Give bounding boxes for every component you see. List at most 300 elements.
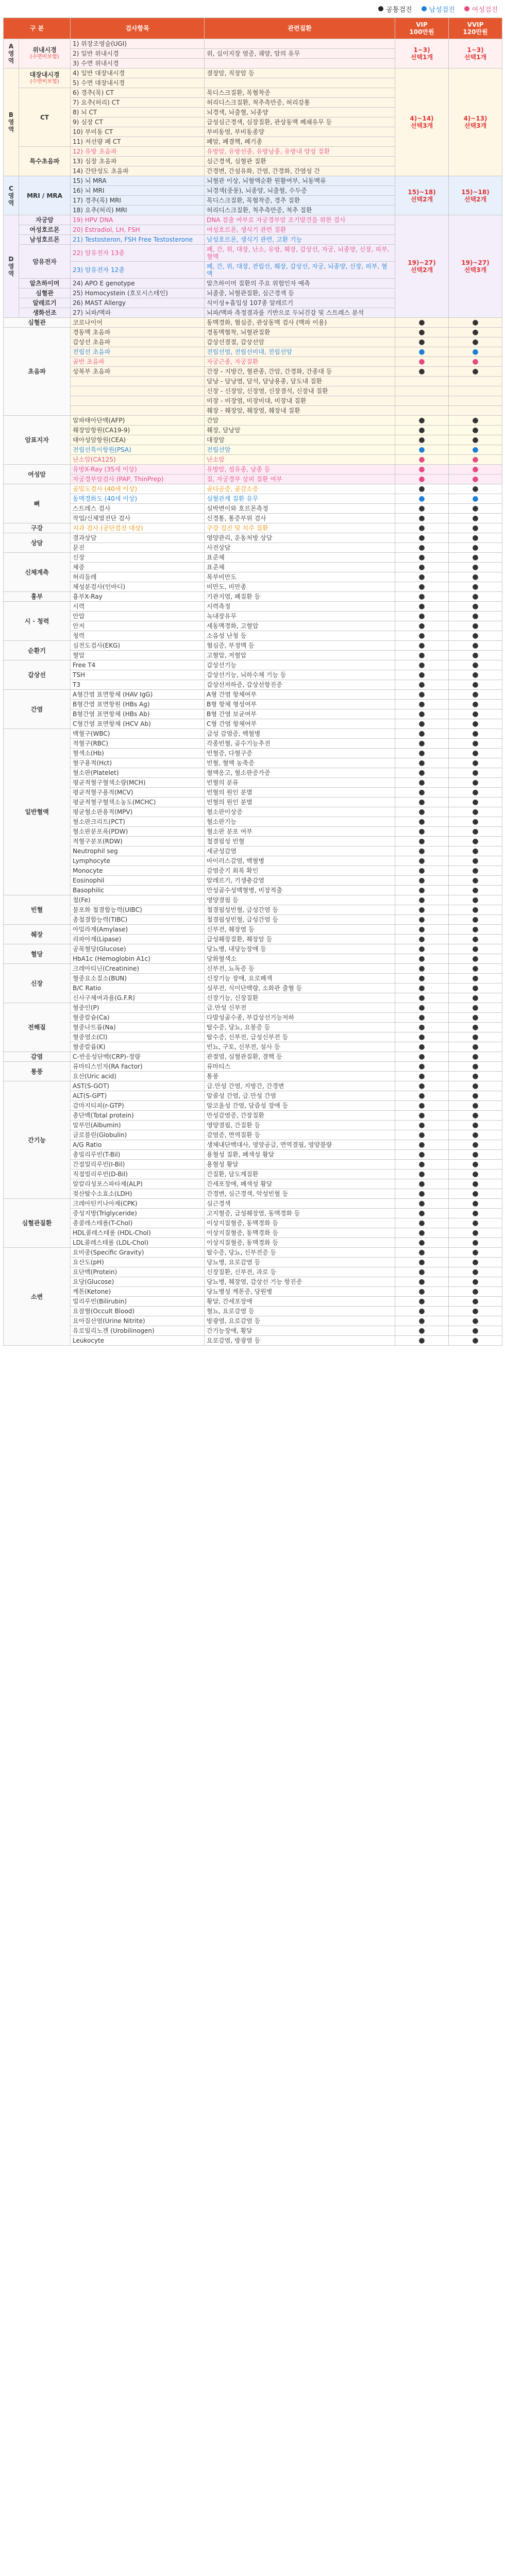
table-row <box>4 1316 502 1326</box>
item-name: 신장 <box>71 553 205 563</box>
table-row <box>4 215 502 225</box>
disease-text: 간세포장애, 폐색성 황달 <box>205 1179 395 1189</box>
disease-text: 통풍 <box>205 1072 395 1081</box>
vvip-bullet: ● <box>449 1121 502 1130</box>
item-name: 평균적혈구용적(MCV) <box>71 788 205 798</box>
vvip-bullet: ● <box>449 1307 502 1316</box>
table-row <box>4 377 502 386</box>
table-row <box>4 406 502 416</box>
vvip-bullet: ● <box>449 1238 502 1248</box>
item-name: 13) 심장 초음파 <box>71 157 205 166</box>
item-name: 상복부 초음파 <box>71 367 205 377</box>
disease-text: 당뇨병, 췌장염, 갑상선 기능 항진증 <box>205 1277 395 1287</box>
section-name-text: 심혈관 <box>36 290 54 297</box>
table-row <box>4 494 502 504</box>
disease-text: 탈수증, 당뇨, 신부전증 등 <box>205 1248 395 1258</box>
vip-bullet: ● <box>395 1228 449 1238</box>
vvip-bullet: ● <box>449 1277 502 1287</box>
disease-text: 감염증기 회복 확인 <box>205 866 395 876</box>
disease-text: 구강 검진 및 치주 질환 <box>205 523 395 533</box>
vvip-bullet: ● <box>449 807 502 817</box>
disease-text: 심박변이와 호르몬측정 <box>205 504 395 514</box>
item-name: 골반 초음파 <box>71 357 205 367</box>
disease-text: 갑상선저하증, 갑상선항진증 <box>205 680 395 690</box>
item-name: 21) Testosteron, FSH Free Testosterone <box>71 235 205 245</box>
category-name: 전해질 <box>4 1003 71 1052</box>
item-name: 요잠혈(Occult Blood) <box>71 1307 205 1316</box>
disease-text: 당뇨병, 내당능장애 등 <box>205 944 395 954</box>
header-vvip: VVIP 120만원 <box>449 18 502 39</box>
disease-text: 철결핍성 빈혈 <box>205 837 395 846</box>
item-name: 직접빌리루빈(D-Bil) <box>71 1170 205 1179</box>
item-name: 경동맥 초음파 <box>71 328 205 337</box>
disease-text: 만성감염증, 간장질환 <box>205 1111 395 1121</box>
disease-text: 알츠하이머 질환의 주요 위험인자 예측 <box>205 279 395 289</box>
vvip-bullet: ● <box>449 543 502 553</box>
disease-text <box>205 78 395 88</box>
disease-text: 비만도, 비만종 <box>205 582 395 592</box>
item-name <box>71 396 205 406</box>
table-row <box>4 1101 502 1111</box>
vip-bullet: ● <box>395 798 449 807</box>
legend-dot-icon <box>378 6 383 11</box>
vip-bullet: ● <box>395 1032 449 1042</box>
vip-bullet: ● <box>395 680 449 690</box>
disease-text: 신부전, 뇨독증 등 <box>205 964 395 974</box>
disease-text: 녹내장유무 <box>205 612 395 621</box>
vip-bullet: ● <box>395 1336 449 1346</box>
vvip-bullet: ● <box>449 1091 502 1101</box>
section-name <box>19 147 71 176</box>
vvip-bullet: ● <box>449 1081 502 1091</box>
item-name: 8) 뇌 CT <box>71 108 205 117</box>
header-category: 구 분 <box>4 18 71 39</box>
vip-bullet: ● <box>395 543 449 553</box>
vip-bullet <box>395 386 449 396</box>
vip-bullet: ● <box>395 905 449 915</box>
table-row <box>4 69 502 78</box>
disease-text: 목디스크질환, 목협착증, 경추 질환 <box>205 196 395 206</box>
table-row <box>4 641 502 651</box>
disease-text: 바이러스감염, 백혈병 <box>205 856 395 866</box>
vip-bullet: ● <box>395 514 449 523</box>
item-name: 시력 <box>71 602 205 612</box>
disease-text: 만성골수성백혈병, 비장적출 <box>205 886 395 895</box>
vvip-bullet: ● <box>449 700 502 709</box>
vvip-bullet: ● <box>449 504 502 514</box>
disease-text: 영양관리, 운동처방 상담 <box>205 533 395 543</box>
table-row <box>4 1003 502 1013</box>
vvip-bullet: ● <box>449 905 502 915</box>
disease-text: 동맥경화, 협심증, 관상동맥 검사 (맥파 이용) <box>205 318 395 328</box>
item-name: 23) 암유전자 12종 <box>71 262 205 279</box>
vip-bullet: ● <box>395 1081 449 1091</box>
vvip-bullet <box>449 386 502 396</box>
vip-bullet: ● <box>395 1307 449 1316</box>
vvip-bullet: ● <box>449 455 502 465</box>
vvip-bullet: ● <box>449 846 502 856</box>
vip-bullet: ● <box>395 660 449 670</box>
item-name: 알부민(Albumin) <box>71 1121 205 1130</box>
table-row <box>4 445 502 455</box>
vvip-bullet: ● <box>449 729 502 739</box>
item-name: 류마티스인자(RA Factor) <box>71 1062 205 1072</box>
vip-bullet: ● <box>395 719 449 729</box>
disease-text: 영양결핍, 간질환 등 <box>205 1121 395 1130</box>
vvip-bullet: ● <box>449 768 502 778</box>
disease-text: 신장기능, 신장질환 <box>205 993 395 1003</box>
vvip-bullet: ● <box>449 426 502 435</box>
category-name: 구강 <box>4 523 71 533</box>
disease-text: 유방암, 유방선종, 유방낭종, 유방내 양성 질환 <box>205 147 395 157</box>
vvip-bullet: ● <box>449 1189 502 1199</box>
item-name: 25) Homocystein (호모시스테인) <box>71 289 205 298</box>
table-row <box>4 895 502 905</box>
item-name: 체성분검사(인바디) <box>71 582 205 592</box>
vvip-bullet: ● <box>449 935 502 944</box>
vip-bullet: ● <box>395 739 449 749</box>
vip-bullet: ● <box>395 641 449 651</box>
item-name: 작업/신체열전단 검사 <box>71 514 205 523</box>
table-row <box>4 176 502 186</box>
vip-bullet: ● <box>395 964 449 974</box>
disease-text: 뇌파/맥파 측정결과를 기반으로 두뇌건강 및 스트레스 분석 <box>205 308 395 318</box>
vvip-bullet: ● <box>449 709 502 719</box>
item-name: 크레아티닌(Creatinine) <box>71 964 205 974</box>
item-name <box>71 377 205 386</box>
vip-bullet: ● <box>395 592 449 602</box>
vvip-bullet: ● <box>449 328 502 337</box>
vip-bullet: ● <box>395 1052 449 1062</box>
vvip-bullet: ● <box>449 1199 502 1209</box>
vvip-bullet: ● <box>449 1297 502 1307</box>
disease-text: 부비동염, 부비동종양 <box>205 127 395 137</box>
disease-text: 갑상선결절, 갑상선암 <box>205 337 395 347</box>
vvip-bullet: ● <box>449 964 502 974</box>
vvip-bullet: ● <box>449 915 502 925</box>
vip-bullet: ● <box>395 1023 449 1032</box>
table-row <box>4 582 502 592</box>
disease-text: 기관지염, 폐질환 등 <box>205 592 395 602</box>
item-name: 혈소판분포폭(PDW) <box>71 827 205 837</box>
vip-bullet: ● <box>395 553 449 563</box>
item-name: 알파태아단백(AFP) <box>71 416 205 426</box>
vvip-bullet: ● <box>449 690 502 700</box>
table-row <box>4 1218 502 1228</box>
vvip-bullet <box>449 396 502 406</box>
vvip-bullet: ● <box>449 1032 502 1042</box>
table-row <box>4 543 502 553</box>
vip-bullet: ● <box>395 670 449 680</box>
disease-text: 표준체 <box>205 553 395 563</box>
table-row <box>4 1179 502 1189</box>
item-name: 알칼리성포스파타제(ALP) <box>71 1179 205 1189</box>
item-name: 3) 수면 위내시경 <box>71 59 205 69</box>
vip-bullet: ● <box>395 1199 449 1209</box>
vvip-bullet: ● <box>449 1316 502 1326</box>
vip-bullet: ● <box>395 925 449 935</box>
disease-text: 당화혈색소 <box>205 954 395 964</box>
section-name-text: 알츠하이머 <box>29 280 60 287</box>
disease-text: 대장암 <box>205 435 395 445</box>
vvip-bullet: ● <box>449 1062 502 1072</box>
vip-bullet: ● <box>395 582 449 592</box>
vip-bullet: ● <box>395 484 449 494</box>
vip-bullet: ● <box>395 1160 449 1170</box>
vip-bullet: ● <box>395 886 449 895</box>
disease-text: 허리디스크질환, 척추측만증, 척추 질환 <box>205 206 395 215</box>
disease-text: 사전상담 <box>205 543 395 553</box>
vip-bullet: ● <box>395 758 449 768</box>
disease-text: 전립선암 <box>205 445 395 455</box>
disease-text: 목디스크질환, 목협착증 <box>205 88 395 98</box>
vip-bullet: ● <box>395 1248 449 1258</box>
item-name: B형간염 표면항체 (HBs Ab) <box>71 709 205 719</box>
item-name: 코로나이어 <box>71 318 205 328</box>
table-row <box>4 1336 502 1346</box>
section-name <box>19 88 71 147</box>
category-name: 혈당 <box>4 944 71 964</box>
item-name: 요산도(pH) <box>71 1258 205 1267</box>
disease-text: 혈소판기능 <box>205 817 395 827</box>
disease-text: 요로감염, 방광염 등 <box>205 1336 395 1346</box>
item-name: Leukocyte <box>71 1336 205 1346</box>
vvip-bullet: ● <box>449 514 502 523</box>
vvip-bullet: ● <box>449 1042 502 1052</box>
table-row <box>4 660 502 670</box>
disease-text: 신장 - 신장암, 신장염, 신장결석, 신장내 질환 <box>205 386 395 396</box>
table-row <box>4 337 502 347</box>
vip-bullet: ● <box>395 328 449 337</box>
vvip-bullet: ● <box>449 1003 502 1013</box>
table-row <box>4 465 502 474</box>
item-name: 간접빌리루빈(I-Bil) <box>71 1160 205 1170</box>
disease-text: 신장기능 장애, 요로폐색 <box>205 974 395 984</box>
disease-text: 급.만성 신부전 <box>205 1003 395 1013</box>
table-row <box>4 993 502 1003</box>
vvip-bullet: ● <box>449 592 502 602</box>
vvip-bullet: ● <box>449 367 502 377</box>
item-name: 17) 경추(목) MRI <box>71 196 205 206</box>
item-name: 불포화 철결합능력(UIBC) <box>71 905 205 915</box>
table-row <box>4 915 502 925</box>
table-row <box>4 386 502 396</box>
category-name: 흉부 <box>4 592 71 602</box>
section-name <box>19 235 71 245</box>
item-name: 혈구용적(Hct) <box>71 758 205 768</box>
vip-bullet <box>395 377 449 386</box>
table-row <box>4 612 502 621</box>
item-name: 스트레스 검사 <box>71 504 205 514</box>
item-name: 전립선특이항원(PSA) <box>71 445 205 455</box>
vvip-bullet: ● <box>449 1326 502 1336</box>
item-name: 흉부X-Ray <box>71 592 205 602</box>
disease-text: 폐, 간, 위, 대장, 난소, 유방, 췌장, 갑상선, 자궁, 뇌종양, 신장, 피부, 혈액 <box>205 245 395 262</box>
table-row <box>4 1023 502 1032</box>
item-name: 총철결합능력(TIBC) <box>71 915 205 925</box>
vip-bullet: ● <box>395 837 449 846</box>
table-row <box>4 367 502 377</box>
item-name: 적혈구분포(RDW) <box>71 837 205 846</box>
vip-bullet: ● <box>395 572 449 582</box>
vip-bullet: ● <box>395 700 449 709</box>
disease-text: 관절염, 심혈관질환, 결핵 등 <box>205 1052 395 1062</box>
disease-text: 고지혈증, 급성췌장염, 동맥경화 등 <box>205 1209 395 1218</box>
vip-bullet: ● <box>395 523 449 533</box>
item-name: ALT(S-GPT) <box>71 1091 205 1101</box>
table-row <box>4 1326 502 1336</box>
disease-text: DNA 검출 여부로 자궁경부암 조기발견을 위한 검사 <box>205 215 395 225</box>
disease-text: 당뇨병성 케톤증, 당원병 <box>205 1287 395 1297</box>
item-name: 치과 검사 (공단검진 대상) <box>71 523 205 533</box>
item-name: 리파아제(Lipase) <box>71 935 205 944</box>
item-name: 공복혈당(Glucose) <box>71 944 205 954</box>
vip-bullet: ● <box>395 367 449 377</box>
item-name: 평균적혈구혈색소량(MCH) <box>71 778 205 788</box>
vip-bullet: ● <box>395 318 449 328</box>
vip-bullet: ● <box>395 455 449 465</box>
disease-text: 폐, 간, 위, 대장, 전립선, 췌장, 갑상선, 자궁, 뇌종양, 신장, 피부, 혈액 <box>205 262 395 279</box>
vvip-bullet: ● <box>449 602 502 612</box>
item-name: 백혈구(WBC) <box>71 729 205 739</box>
vip-bullet: ● <box>395 935 449 944</box>
table-row <box>4 866 502 876</box>
vip-bullet: ● <box>395 602 449 612</box>
vvip-bullet: ● <box>449 1267 502 1277</box>
disease-text: 위, 십이지장 염증, 궤양, 암의 유무 <box>205 49 395 59</box>
disease-text: 소음성 난청 등 <box>205 631 395 641</box>
disease-text: 황달, 간세포장애 <box>205 1297 395 1307</box>
disease-text: 남성호르몬, 생식기 관련, 고환 기능 <box>205 235 395 245</box>
disease-text: 허리디스크질환, 척추측만증, 허리강통 <box>205 98 395 108</box>
table-row <box>4 435 502 445</box>
vvip-choice: 4)~13) 선택3개 <box>449 69 502 176</box>
table-row <box>4 1111 502 1121</box>
table-row <box>4 651 502 660</box>
vvip-bullet: ● <box>449 680 502 690</box>
table-row <box>4 876 502 886</box>
table-row <box>4 523 502 533</box>
table-row <box>4 846 502 856</box>
disease-text: 영양결핍 등 <box>205 895 395 905</box>
disease-text <box>205 59 395 69</box>
table-row <box>4 1307 502 1316</box>
item-name: 10) 부비동 CT <box>71 127 205 137</box>
legend <box>3 0 502 18</box>
vip-bullet: ● <box>395 504 449 514</box>
category-name: 상담 <box>4 533 71 553</box>
category-name: 여성암 <box>4 465 71 484</box>
vvip-bullet: ● <box>449 974 502 984</box>
table-row <box>4 1062 502 1072</box>
item-name: 글로불린(Globulin) <box>71 1130 205 1140</box>
item-name: 혈중염소(Cl) <box>71 1032 205 1042</box>
disease-text: 급성 감염증, 백혈병 <box>205 729 395 739</box>
table-row <box>4 709 502 719</box>
category-name: 소변 <box>4 1248 71 1346</box>
section-note: (수면비보험) <box>30 54 59 60</box>
disease-text: 빈혈, 혈액 농축증 <box>205 758 395 768</box>
category-name: 신장 <box>4 964 71 1003</box>
section-name-text: CT <box>40 113 49 121</box>
disease-text: 빈혈의 원인 분별 <box>205 788 395 798</box>
item-name: 1) 위장조영술(UGI) <box>71 39 205 49</box>
vvip-choice: 19)~27) 선택3개 <box>449 215 502 318</box>
table-row <box>4 739 502 749</box>
vip-bullet: ● <box>395 1101 449 1111</box>
vvip-bullet: ● <box>449 1052 502 1062</box>
table-row <box>4 1042 502 1052</box>
vvip-bullet: ● <box>449 1111 502 1121</box>
vip-bullet: ● <box>395 445 449 455</box>
category-name: 암표지자 <box>4 416 71 465</box>
disease-text: 철결핍성빈혈, 급성간염 등 <box>205 905 395 915</box>
vvip-bullet: ● <box>449 1336 502 1346</box>
vip-bullet: ● <box>395 426 449 435</box>
table-row <box>4 837 502 846</box>
vip-bullet: ● <box>395 729 449 739</box>
table-row <box>4 700 502 709</box>
vip-bullet: ● <box>395 788 449 798</box>
item-name: HbA1c (Hemoglobin A1c) <box>71 954 205 964</box>
vvip-bullet: ● <box>449 895 502 905</box>
vip-choice: 1~3) 선택1개 <box>395 39 449 69</box>
item-name: 혈압 <box>71 651 205 660</box>
vvip-bullet: ● <box>449 631 502 641</box>
item-name: 12) 유방 초음파 <box>71 147 205 157</box>
disease-text: 급성심근경색, 심장질환, 관상동맥 폐쇄유무 등 <box>205 117 395 127</box>
table-row <box>4 1032 502 1042</box>
vvip-bullet: ● <box>449 749 502 758</box>
table-row <box>4 1160 502 1170</box>
legend-dot-icon <box>464 6 469 11</box>
table-row <box>4 514 502 523</box>
vip-choice: 19)~27) 선택2개 <box>395 215 449 318</box>
table-row <box>4 798 502 807</box>
disease-text: 급성췌장질환, 췌장암 등 <box>205 935 395 944</box>
vip-bullet: ● <box>395 357 449 367</box>
disease-text: 복부비만도 <box>205 572 395 582</box>
disease-text: 간경변, 간섬유화, 간염, 간경화, 간염성 간 <box>205 166 395 176</box>
vip-bullet: ● <box>395 954 449 964</box>
item-name: B형간염 표면항원 (HBs Ag) <box>71 700 205 709</box>
item-name: 혈중칼륨(K) <box>71 1042 205 1052</box>
vvip-bullet: ● <box>449 788 502 798</box>
table-row <box>4 328 502 337</box>
table-row <box>4 621 502 631</box>
disease-text: 비장 - 비장염, 비장비대, 비장내 질환 <box>205 396 395 406</box>
vip-bullet: ● <box>395 915 449 925</box>
item-name: 췌장암항원(CA19-9) <box>71 426 205 435</box>
vip-bullet: ● <box>395 690 449 700</box>
legend-label: 남성검진 <box>429 6 455 14</box>
disease-text: 자궁근종, 자궁질환 <box>205 357 395 367</box>
item-name: A/G Ratio <box>71 1140 205 1150</box>
vvip-choice: 1~3) 선택1개 <box>449 39 502 69</box>
table-row <box>4 1277 502 1287</box>
disease-text: 심근경색, 심혈관 질환 <box>205 157 395 166</box>
item-name: 총콜레스테롤(T-Chol) <box>71 1218 205 1228</box>
vvip-bullet <box>449 377 502 386</box>
item-name: 혈소판(Platelet) <box>71 768 205 778</box>
item-name: 22) 암유전자 13종 <box>71 245 205 262</box>
item-name: 신사구체여과율(G.F.R) <box>71 993 205 1003</box>
item-name: 11) 저선량 폐 CT <box>71 137 205 147</box>
vvip-bullet: ● <box>449 465 502 474</box>
table-row <box>4 1121 502 1130</box>
item-name: 결과상담 <box>71 533 205 543</box>
section-name <box>19 279 71 289</box>
